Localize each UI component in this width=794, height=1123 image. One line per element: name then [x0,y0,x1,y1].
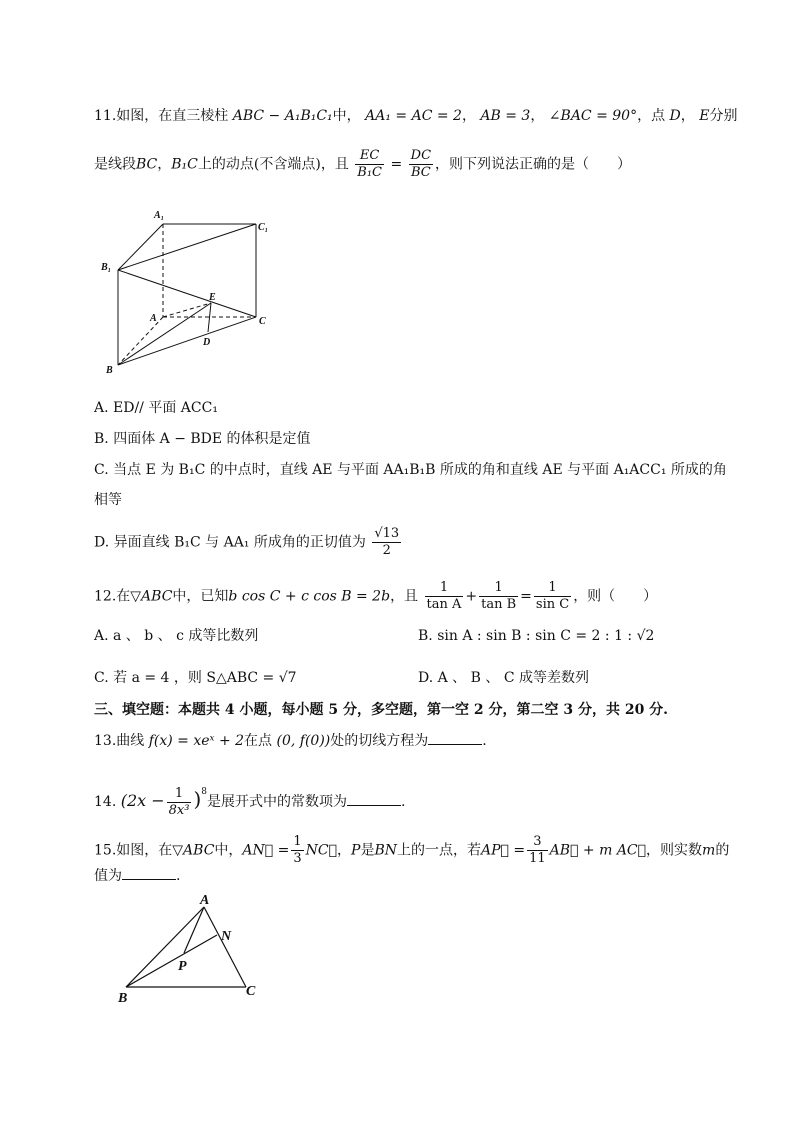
condition: ∠BAC = 90° [548,108,638,124]
fraction-denominator: 8x³ [168,802,190,818]
q11-option-c-line1: C. 当点 E 为 B₁C 的中点时，直线 AE 与平面 AA₁B₁B 所成的角和直线 AE 与平面 A₁ACC₁ 所成的角 [94,462,727,478]
label-b: B [118,991,128,1006]
q12-stem [94,580,657,613]
label-d: D [203,337,211,348]
punct: ， [680,108,695,124]
q15-text: 上的一点，若 [396,842,481,859]
function-expression: f(x) = xeˣ + 2 [148,733,245,749]
q12-text: 在 [116,588,131,605]
answer-blank[interactable] [122,867,176,880]
plus-sign: + [465,588,478,605]
fraction-denominator: tan B [481,597,517,612]
segment-label: BN [374,842,397,859]
fraction-numerator: 1 [167,786,192,803]
fraction-numerator: DC [410,148,432,163]
q11-number: 11. [94,108,117,124]
point-label: D [669,108,681,124]
prism-name: ABC − A₁B₁C₁ [232,108,333,124]
fraction-numerator: EC [355,148,384,165]
answer-blank[interactable] [428,732,482,745]
point-label: P [351,842,361,859]
fraction-numerator: 1 [293,834,302,849]
fraction [425,580,464,613]
fraction [291,834,303,867]
label-a: A [150,313,157,324]
label-e: E [209,292,216,303]
q14-text: 是展开式中的常数项为 [207,794,348,810]
vector: AN⃗ = [242,842,290,859]
q15-text: 是 [360,842,375,859]
fraction [534,580,571,613]
q12-option-c: C. 若 a = 4 ，则 S△ABC = √7 [94,670,297,686]
q13 [94,731,487,751]
label-c: C [246,984,256,999]
punct: ， [157,156,172,173]
q11-text: 分别 [709,108,738,124]
fraction-numerator: 3 [527,834,548,851]
fraction-numerator: 1 [425,580,464,597]
fraction-numerator: 1 [534,580,571,597]
label-a1: A₁ [154,210,165,221]
fraction [355,148,384,181]
punct: ， [337,842,352,859]
q11-option-a: A. ED// 平面 ACC₁ [94,400,218,416]
label-c1: C₁ [258,222,269,233]
point-label: E [699,108,710,124]
punct: . [401,794,406,810]
q12-option-a: A. a 、 b 、 c 成等比数列 [94,628,259,644]
q12-text: ，则（ ） [573,588,658,605]
exponent: 8 [201,787,208,797]
q15-text: ，则实数 [646,842,703,859]
q15-text: 中， [214,842,243,859]
q11-text: ，则下列说法正确的是（ ） [435,156,632,173]
prism-figure [96,200,286,380]
vector-expression: AB⃗ + m AC⃗ [549,842,647,859]
equals-sign: = [520,588,532,605]
fraction-denominator: 2 [382,543,391,558]
q14-number: 14. [94,794,117,810]
q12-number: 12. [94,588,117,605]
paren: ) [193,787,202,811]
q11-text: ，点 [637,108,666,124]
q11-text: 是线段 [94,156,136,173]
q15-text: 的 [715,842,730,859]
q11-option-d [94,526,403,559]
triangle-name: ▽ABC [172,842,215,859]
vector: NC⃗ [305,842,338,859]
q15-text: 值为 [94,868,122,884]
q12-option-b: B. sin A : sin B : sin C = 2 : 1 : √2 [418,628,655,644]
triangle-name: ▽ABC [130,588,173,605]
q11-text: 上的动点(不含端点)，且 [197,156,349,173]
label-b1: B₁ [101,262,112,273]
fraction-numerator: √13 [374,526,400,541]
q13-number: 13. [94,733,117,749]
q11-option-c-line2: 相等 [94,492,122,508]
fraction [479,580,518,613]
label-b: B [106,365,113,376]
q13-text: 曲线 [116,733,145,749]
label-n: N [221,929,232,944]
q15-line1 [94,834,729,867]
fraction-denominator: B₁C [357,165,382,180]
punct: ， [461,108,476,124]
punct: ， [530,108,545,124]
triangle-figure [112,892,272,1012]
variable: m [702,842,716,859]
q14 [94,782,405,819]
q11-stem-line2 [94,148,631,181]
answer-blank[interactable] [347,793,401,806]
condition: AB = 3 [480,108,531,124]
q11-stem-line1 [94,106,737,126]
point-expression: (0, f(0)) [276,733,331,749]
q15-line2 [94,866,180,886]
fraction-denominator: 3 [293,851,302,866]
condition: b cos C + c cos B = 2b [228,588,391,605]
fraction [527,834,548,867]
section-heading: 三、填空题：本题共 4 小题，每小题 5 分，多空题，第一空 2 分，第二空 3 分，共 20 分. [94,702,669,718]
q15-number: 15. [94,842,117,859]
punct: . [176,868,181,884]
q12-text: ，且 [390,588,419,605]
binomial-expression: (2x − [120,791,165,810]
q11-text: 中， [332,108,361,124]
label-p: P [178,959,187,974]
segment-label: B₁C [171,156,198,173]
fraction-denominator: 11 [529,851,546,866]
fraction-denominator: BC [410,165,431,180]
q12-text: 中，已知 [172,588,229,605]
q11-text: 如图，在直三棱柱 [116,108,229,124]
label-a: A [200,893,210,908]
fraction-denominator: tan A [426,597,462,612]
equals-sign: = [390,156,403,173]
q13-text: 处的切线方程为 [330,733,429,749]
label-c: C [259,316,266,327]
fraction-denominator: sin C [535,597,570,612]
q15-text: 如图，在 [116,842,173,859]
q11-option-b: B. 四面体 A − BDE 的体积是定值 [94,431,311,447]
fraction-numerator: 1 [479,580,518,597]
segment-label: BC [136,156,158,173]
option-d-text: D. 异面直线 B₁C 与 AA₁ 所成角的正切值为 [94,534,366,551]
fraction [409,148,433,181]
fraction [167,786,192,819]
q12-option-d: D. A 、 B 、 C 成等差数列 [418,670,589,686]
q13-text: 在点 [244,733,273,749]
vector: AP⃗ = [480,842,526,859]
punct: . [482,733,487,749]
condition: AA₁ = AC = 2 [365,108,462,124]
fraction [372,526,401,559]
